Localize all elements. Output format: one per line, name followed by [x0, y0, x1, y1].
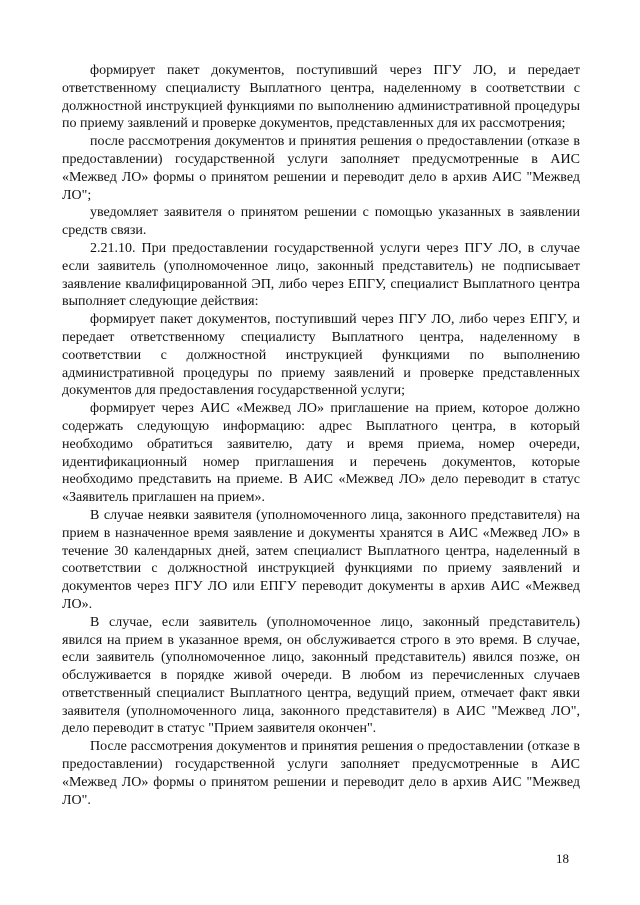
paragraph-7: В случае неявки заявителя (уполномоченного лица, законного представителя) на прием в назначенное время заявление и документы хранятся в АИС «Межвед ЛО» в течение 30 календарных дней, затем специалист Выплатного центра, наделенный в соответствии с должностной инструкцией функциями по приему заявлений и документов через ПГУ ЛО или ЕПГУ переводит документы в архив АИС «Межвед ЛО». [62, 507, 580, 612]
paragraph-9: После рассмотрения документов и принятия решения о предоставлении (отказе в предоставлении) государственной услуги заполняет предусмотренные в АИС «Межвед ЛО» формы о принятом решении и переводит дело в архив АИС "Межвед ЛО". [62, 739, 580, 808]
paragraph-6: формирует через АИС «Межвед ЛО» приглашение на прием, которое должно содержать следующую информацию: адрес Выплатного центра, в который необходимо обратиться заявителю, дату и время приема, номер очереди, идентификационный номер приглашения и перечень документов, которые необходимо представить на приеме. В АИС «Межвед ЛО» дело переводит в статус «Заявитель приглашен на прием». [62, 401, 580, 506]
paragraph-1: формирует пакет документов, поступивший через ПГУ ЛО, и передает ответственному специалисту Выплатного центра, наделенному в соответствии с должностной инструкцией функциями по выполнению административной процедуры по приему заявлений и проверке документов, представленных для их рассмотрения; [62, 63, 580, 132]
document-page [62, 62, 580, 809]
paragraph-8: В случае, если заявитель (уполномоченное лицо, законный представитель) явился на прием в указанное время, он обслуживается строго в это время. В случае, если заявитель (уполномоченное лицо, законный представитель) явился позже, он обслуживается в порядке живой очереди. В любом из перечисленных случаев ответственный специалист Выплатного центра, ведущий прием, отмечает факт явки заявителя (уполномоченного лица, законного представителя) в АИС "Межвед ЛО", дело переводит в статус "Прием заявителя окончен". [62, 614, 580, 737]
paragraph-3: уведомляет заявителя о принятом решении с помощью указанных в заявлении средств связи. [62, 205, 580, 239]
paragraph-4: 2.21.10. При предоставлении государственной услуги через ПГУ ЛО, в случае если заявитель (уполномоченное лицо, законный представитель) не подписывает заявление квалифицированной ЭП, либо через ЕПГУ, специалист Выплатного центра выполняет следующие действия: [62, 240, 580, 310]
paragraph-5: формирует пакет документов, поступивший через ПГУ ЛО, либо через ЕПГУ, и передает ответственному специалисту Выплатного центра, наделенному в соответствии с должностной инструкцией функциями по выполнению административной процедуры по приему заявлений и проверке представленных документов для предоставления государственной услуги; [62, 312, 580, 399]
page-number: 18 [556, 851, 569, 866]
paragraph-2: после рассмотрения документов и принятия решения о предоставлении (отказе в предоставлении) государственной услуги заполняет предусмотренные в АИС «Межвед ЛО» формы о принятом решении и переводит дело в архив АИС "Межвед ЛО"; [62, 134, 580, 203]
